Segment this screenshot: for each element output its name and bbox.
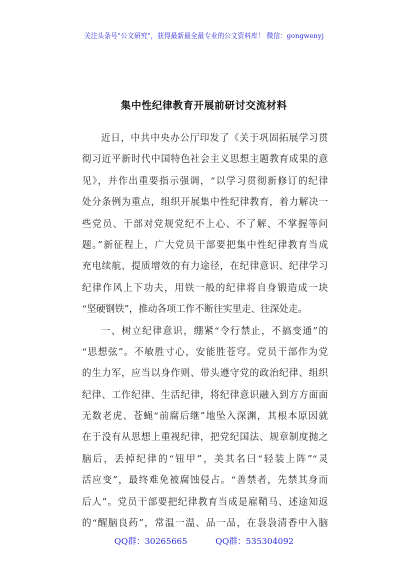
body-line: “坚硬钢铁”，推动各项工作不断往实里走、往深处走。 (82, 304, 308, 316)
body-line: 后人”。党员干部要把纪律教育当成是雇鞘马、述途知返 (82, 496, 328, 508)
body-line: 在于没有从思想上重视纪律，把党纪国法、规章制度抛之 (82, 432, 328, 444)
qq-group-2: QQ群：535304092 (215, 536, 294, 546)
body-line: 活应变”，最终难免被腐蚀侵占。“善禁者，先禁其身而 (82, 475, 328, 487)
body-line: “思想弦”。不敏胜寸心，安能胜苍穹。党员干部作为党 (82, 346, 328, 358)
body-line: 纪律作风上下功夫，用铁一般的纪律将自身锻造成一块 (82, 282, 328, 294)
body-line: 见》，并作出重要指示强调，“以学习贯彻新修订的纪律 (82, 175, 328, 187)
body-line: 的“醒脑良药”，常温一温、品一品，在袅袅清香中入脑 (82, 518, 328, 530)
document-body (82, 128, 328, 534)
body-line: 的生力军，应当以身作则、带头遵守党的政治纪律、组织 (82, 368, 328, 380)
body-line: 脑后，丢掉纪律的“钮甲”，美其名曰“轻装上阵”“灵 (82, 453, 328, 465)
body-line: 近日，中共中央办公厅印发了《关于巩固拓展学习贯 (101, 133, 328, 144)
body-line: 彻习近平新时代中国特色社会主义思想主题教育成果的意 (82, 154, 328, 166)
header-banner: 关注头条号"公文研究"，获得最新最全最专业的公文资料库！ 微信：gongwenyj (84, 32, 324, 40)
document-title: 集中性纪律教育开展前研讨交流材料 (120, 101, 288, 112)
body-line: 题。”新征程上，广大党员干部要把集中性纪律教育当成 (82, 239, 328, 251)
body-line: 充电续航、提质增效的有力途径，在纪律意识、纪律学习 (82, 261, 328, 273)
body-line: 一、树立纪律意识，绷紧“令行禁止，不搞变通”的 (101, 325, 328, 337)
footer (0, 535, 408, 547)
body-line: 处分条例为重点，组织开展集中性纪律教育，着力解决一 (82, 197, 328, 209)
body-line: 纪律、工作纪律、生活纪律，将纪律意识融入到方方面面 (82, 389, 328, 401)
body-line: 些党员、干部对党规党纪不上心、不了解、不掌握等问 (82, 218, 328, 230)
qq-group-1: QQ群：30265665 (114, 536, 188, 546)
body-line: 无数老虎、苍蝇“前腐后继”地坠入深渊，其根本原因就 (82, 411, 328, 423)
